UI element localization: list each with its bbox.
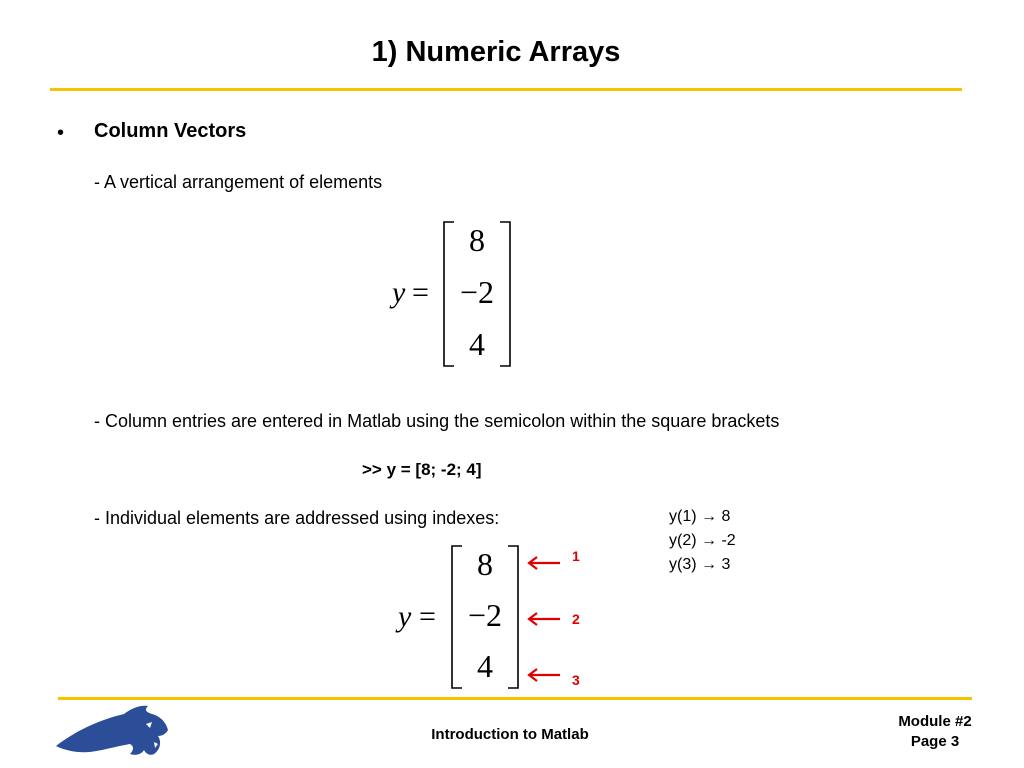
vector-1-equals: = [412, 276, 429, 309]
vector-1-entry-1: 8 [469, 222, 485, 258]
vector-1-variable: y [392, 276, 406, 309]
arrow-label-1: 1 [572, 548, 580, 564]
bottom-divider [58, 697, 972, 700]
vector-2-entry-1: 8 [477, 546, 493, 582]
description-line-1: - A vertical arrangement of elements [94, 172, 383, 192]
description-line-3: - Individual elements are addressed using indexes: [94, 508, 500, 528]
page-number: Page 3 [910, 733, 960, 750]
arrow-left-icon [526, 667, 562, 683]
bullet-icon: • [57, 122, 65, 144]
vector-2-variable: y [398, 600, 412, 633]
vector-1-entry-2: −2 [459, 274, 495, 310]
index-line-1: y(1) → 8 [669, 508, 731, 525]
module-number: Module #2 [898, 713, 972, 730]
top-divider [50, 88, 962, 91]
arrow-left-icon [526, 555, 562, 571]
matlab-command: >> y = [8; -2; 4] [362, 460, 482, 479]
slide-title: 1) Numeric Arrays [371, 36, 621, 68]
vector-1-entry-3: 4 [469, 326, 485, 362]
arrow-left-icon [526, 611, 562, 627]
vector-2-equals: = [419, 600, 436, 633]
bullet-heading: Column Vectors [94, 120, 247, 142]
vector-2-entry-2: −2 [467, 597, 503, 633]
arrow-label-3: 3 [572, 672, 580, 688]
description-line-2: - Column entries are entered in Matlab using the semicolon within the square brackets [94, 411, 780, 431]
index-line-3: y(3) → 3 [669, 556, 731, 573]
vector-2-entry-3: 4 [477, 648, 493, 684]
footer-page-info [880, 712, 990, 752]
index-line-2: y(2) → -2 [669, 532, 736, 549]
arrow-label-2: 2 [572, 611, 580, 627]
footer-title: Introduction to Matlab [431, 726, 589, 743]
